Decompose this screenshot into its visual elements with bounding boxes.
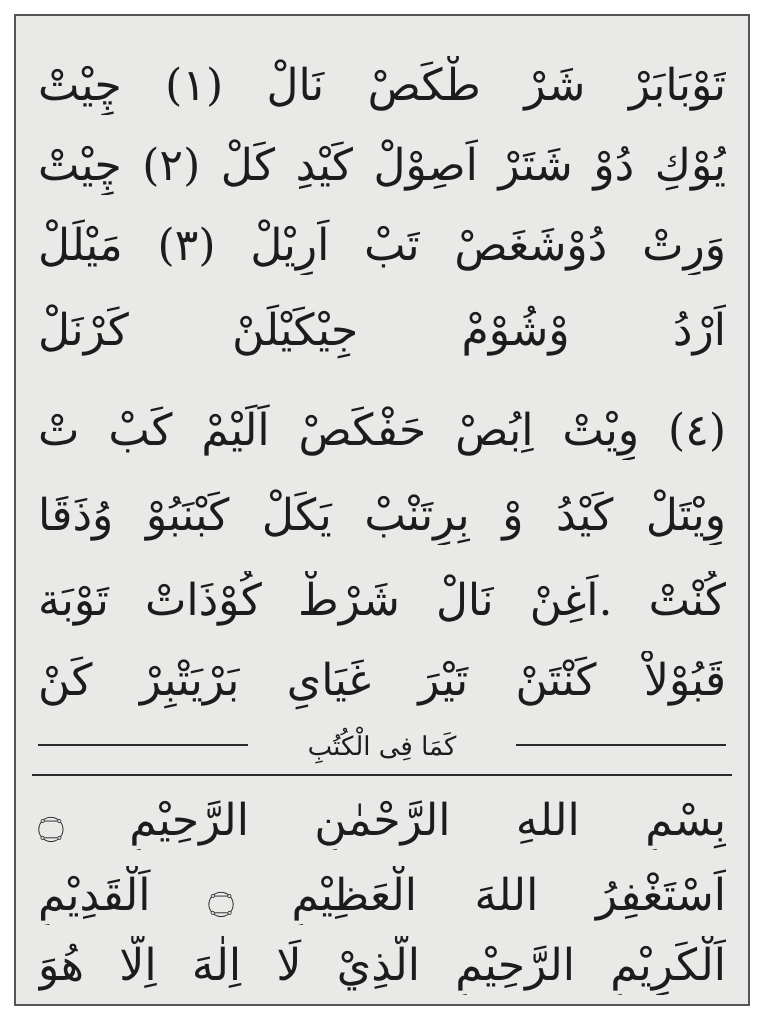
text-line-7: كُنْتْ .اَغِنْ نَالْ شَرْطْ كُوْذَاتْ تَوْبَة [38,575,726,626]
prayer-line-1: بِسْمِ اللهِ الرَّحْمٰنِ الرَّحِيْمِ ۝ [38,795,726,846]
text-line-1: تَوْبَابَرْ شَرْ طْكَصْ نَالْ (١) چِيْتْ [38,60,726,111]
text-line-2: يُوْكِ دُوْ شَتَرْ اَصِوْلْ كَيْدِ كَلْ (٢) چِيْتْ [38,140,726,191]
prayer-line-2: اَسْتَغْفِرُ اللهَ الْعَظِيْمِ ۝ اَلْقَدِيْمِ [38,870,726,921]
text-line-4: اَرْدُ وْشُوْمْ جِيْكَيْلَنْ كَرْنَلْ [38,305,726,356]
text-line-8: قَبُوْلاْ كَنْتَنْ تَيْرَ غَيَاىِ بَرْيَتْبِرْ كَنْ [38,655,726,706]
text-line-5: (٤) وِيْتْ اِبُصْ حَفْكَصْ اَلَيْمْ كَبْ تْ [38,405,726,456]
text-line-6: وِيْتَلْ كَيْدُ وْ بِرِتَنْبْ يَكَلْ كَبْنَبُوْ وُذَقَا [38,490,726,541]
section-divider [32,774,732,776]
prayer-line-3: اَلْكَرِيْمِ الرَّحِيْمِ الَّذِيْ لَا اِلٰهَ اِلَّا هُوَ [38,940,726,991]
caption-kama-fil-kutub: كَمَا فِى الْكُتُبِ [307,732,457,762]
text-line-3: وَرِتْ دُوْشَغَصْ تَبْ اَرِيْلْ (٣) مَيْلَلْ [38,220,726,271]
scanned-page [14,14,750,1006]
